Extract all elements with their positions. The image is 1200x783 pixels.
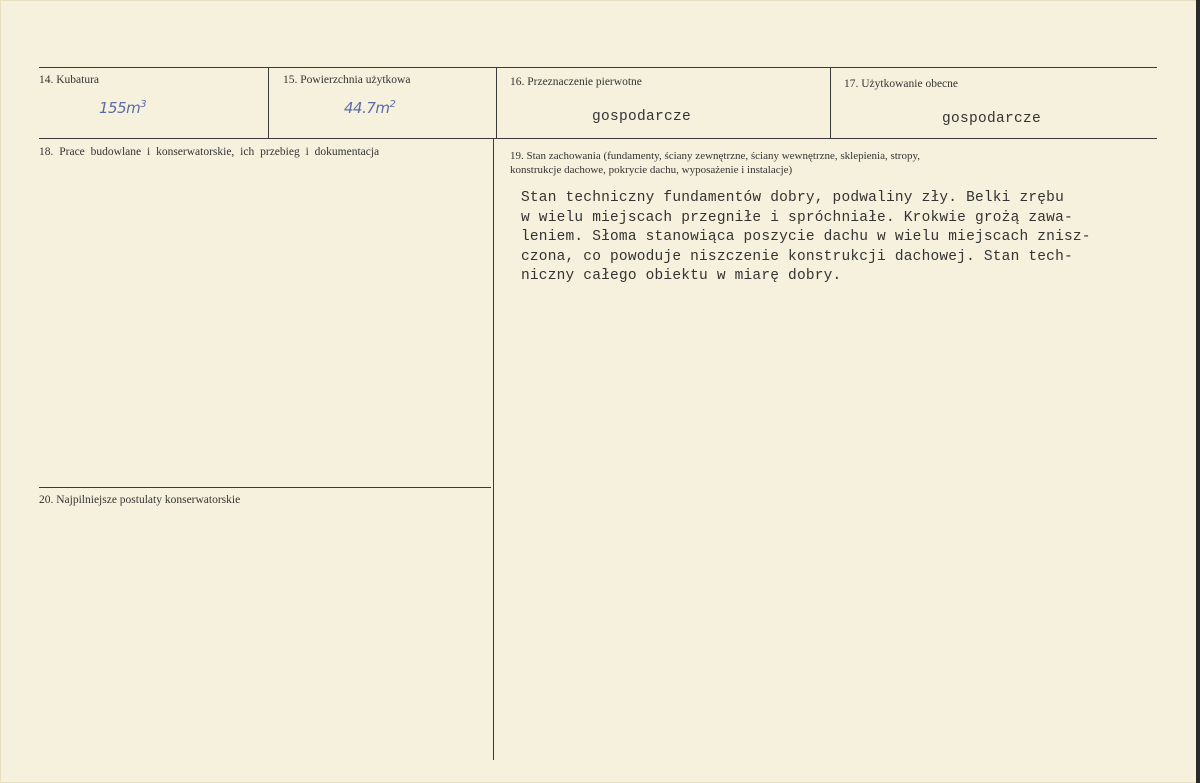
- col-divider-main: [493, 138, 494, 760]
- field-20-label: 20. Najpilniejsze postulaty konserwatorskie: [39, 494, 241, 506]
- text-line: leniem. Słoma stanowiąca poszycie dachu w wielu miejscach znisz-: [521, 229, 1091, 245]
- field-16-value: gospodarcze: [592, 109, 692, 125]
- field-19-text: [521, 189, 1161, 287]
- text-line: Stan techniczny fundamentów dobry, podwaliny zły. Belki zrębu: [521, 190, 1064, 206]
- field-18-label: 18. Prace budowlane i konserwatorskie, ich przebieg i dokumentacja: [39, 146, 380, 158]
- col-divider-14-15: [268, 67, 269, 138]
- field-14-label: 14. Kubatura: [39, 74, 100, 86]
- field-14-value: $155m^3$: [99, 99, 147, 117]
- col-divider-16-17: [830, 67, 831, 138]
- row-divider: [39, 138, 1157, 139]
- top-rule: [39, 67, 1157, 68]
- field-17-value: gospodarcze: [942, 111, 1042, 127]
- field-17-label: 17. Użytkowanie obecne: [844, 78, 959, 90]
- field-15-label: 15. Powierzchnia użytkowa: [283, 74, 411, 86]
- card-edge: [1196, 0, 1200, 783]
- field-16-label: 16. Przeznaczenie pierwotne: [510, 76, 642, 88]
- field-19-label-line2: konstrukcje dachowe, pokrycie dachu, wyposażenie i instalacje): [510, 164, 793, 176]
- text-line: czona, co powoduje niszczenie konstrukcji dachowej. Stan tech-: [521, 248, 1073, 265]
- text-line: niczny całego obiektu w miarę dobry.: [521, 268, 842, 284]
- section-18-20-divider: [39, 487, 491, 488]
- field-19-label-line1: 19. Stan zachowania (fundamenty, ściany zewnętrzne, ściany wewnętrzne, sklepienia, stropy,: [510, 150, 921, 162]
- col-divider-15-16: [496, 67, 497, 138]
- field-15-value: $44.7m^2$: [344, 99, 396, 117]
- text-line: w wielu miejscach przegniłe i spróchniałe. Krokwie grożą zawa-: [521, 209, 1073, 226]
